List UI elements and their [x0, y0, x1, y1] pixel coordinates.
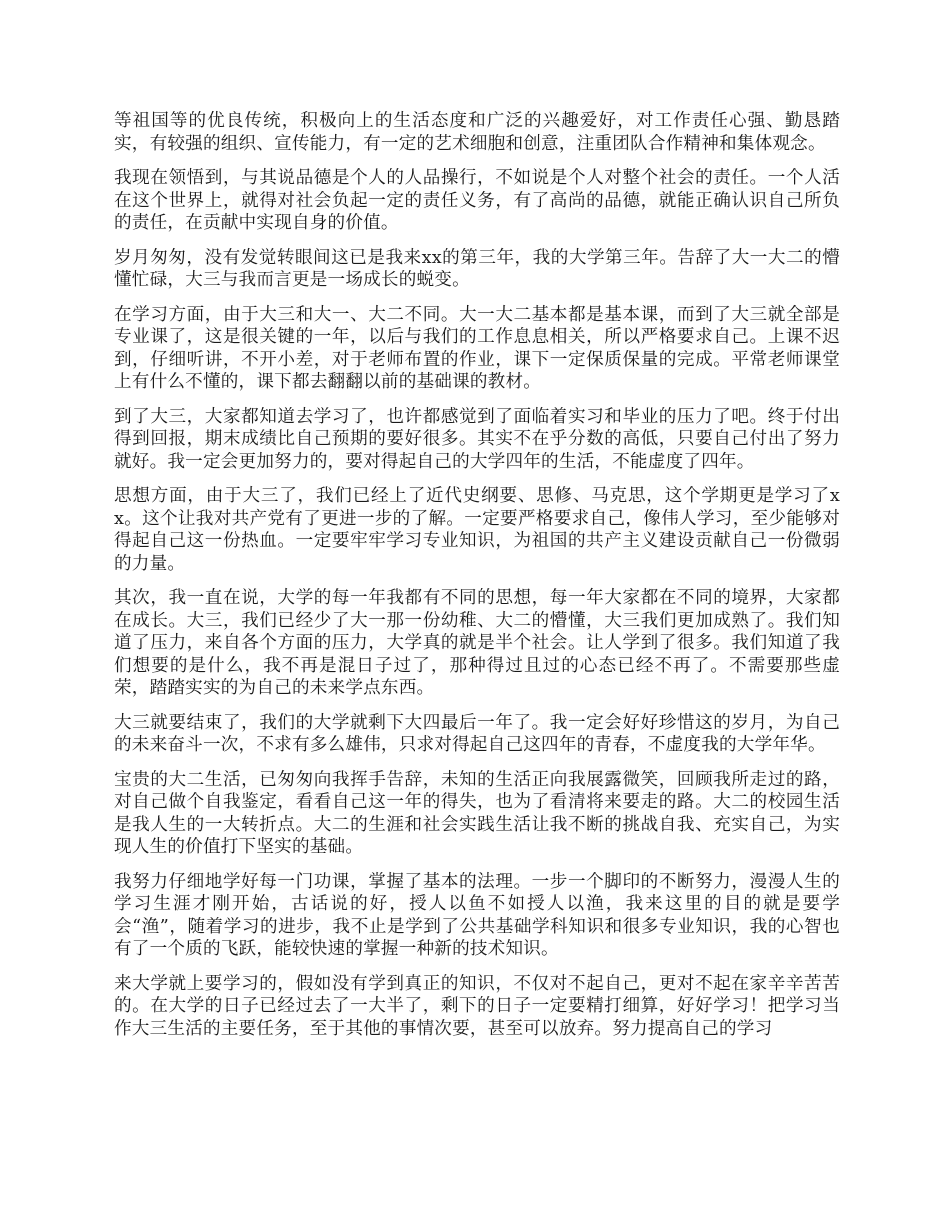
paragraph-8: 大三就要结束了，我们的大学就剩下大四最后一年了。我一定会好好珍惜这的岁月，为自己的未来奋斗一次，不求有多么雄伟，只求对得起自己这四年的青春，不虚度我的大学年华。: [114, 712, 840, 755]
paragraph-7: 其次，我一直在说，大学的每一年我都有不同的思想，每一年大家都在不同的境界，大家都在成长。大三，我们已经少了大一那一份幼稚、大二的懵懂，大三我们更加成熟了。我们知道了压力，来自各个方面的压力，大学真的就是半个社会。让人学到了很多。我们知道了我们想要的是什么，我不再是混日子过了，那种得过且过的心态已经不再了。不需要那些虚荣，踏踏实实的为自己的未来学点东西。: [114, 588, 840, 698]
paragraph-2: 我现在领悟到，与其说品德是个人的人品操行，不如说是个人对整个社会的责任。一个人活在这个世界上，就得对社会负起一定的责任义务，有了高尚的品德，就能正确认识自己所负的责任，在贡献中实现自身的价值。: [114, 168, 840, 233]
paragraph-5: 到了大三，大家都知道去学习了，也许都感觉到了面临着实习和毕业的压力了吧。终于付出得到回报，期末成绩比自己预期的要好很多。其实不在乎分数的高低，只要自己付出了努力就好。我一定会更加努力的，要对得起自己的大学四年的生活，不能虚度了四年。: [114, 406, 840, 472]
paragraph-3: 岁月匆匆，没有发觉转眼间这已是我来xx的第三年，我的大学第三年。告辞了大一大二的懵懂忙碌，大三与我而言更是一场成长的蜕变。: [114, 247, 840, 290]
paragraph-11: 来大学就上要学习的，假如没有学到真正的知识，不仅对不起自己，更对不起在家辛辛苦苦的。在大学的日子已经过去了一大半了，剩下的日子一定要精打细算，好好学习！把学习当作大三生活的主要任务，至于其他的事情次要，甚至可以放弃。努力提高自己的学习: [114, 973, 840, 1039]
paragraph-1: 等祖国等的优良传统，积极向上的生活态度和广泛的兴趣爱好，对工作责任心强、勤恳踏实，有较强的组织、宣传能力，有一定的艺术细胞和创意，注重团队合作精神和集体观念。: [114, 111, 840, 154]
paragraph-10: 我努力仔细地学好每一门功课，掌握了基本的法理。一步一个脚印的不断努力，漫漫人生的学习生涯才刚开始，古话说的好，授人以鱼不如授人以渔，我来这里的目的就是要学会“渔”，随着学习的进步，我不止是学到了公共基础学科知识和很多专业知识，我的心智也有了一个质的飞跃，能较快速的掌握一种新的技术知识。: [114, 871, 840, 959]
paragraph-4: 在学习方面，由于大三和大一、大二不同。大一大二基本都是基本课，而到了大三就全部是专业课了，这是很关键的一年，以后与我们的工作息息相关，所以严格要求自己。上课不迟到，仔细听讲，不开小差，对于老师布置的作业，课下一定保质保量的完成。平常老师课堂上有什么不懂的，课下都去翻翻以前的基础课的教材。: [114, 304, 840, 392]
document-body: [114, 110, 840, 1052]
paragraph-9: 宝贵的大二生活，已匆匆向我挥手告辞，未知的生活正向我展露微笑，回顾我所走过的路，对自己做个自我鉴定，看看自己这一年的得失，也为了看清将来要走的路。大二的校园生活是我人生的一大转折点。大二的生涯和社会实践生活让我不断的挑战自我、充实自己，为实现人生的价值打下坚实的基础。: [114, 769, 840, 857]
paragraph-6: 思想方面，由于大三了，我们已经上了近代史纲要、思修、马克思，这个学期更是学习了xx。这个让我对共产党有了更进一步的了解。一定要严格要求自己，像伟人学习，至少能够对得起自己这一份热血。一定要牢牢学习专业知识，为祖国的共产主义建设贡献自己一份微弱的力量。: [114, 486, 840, 574]
